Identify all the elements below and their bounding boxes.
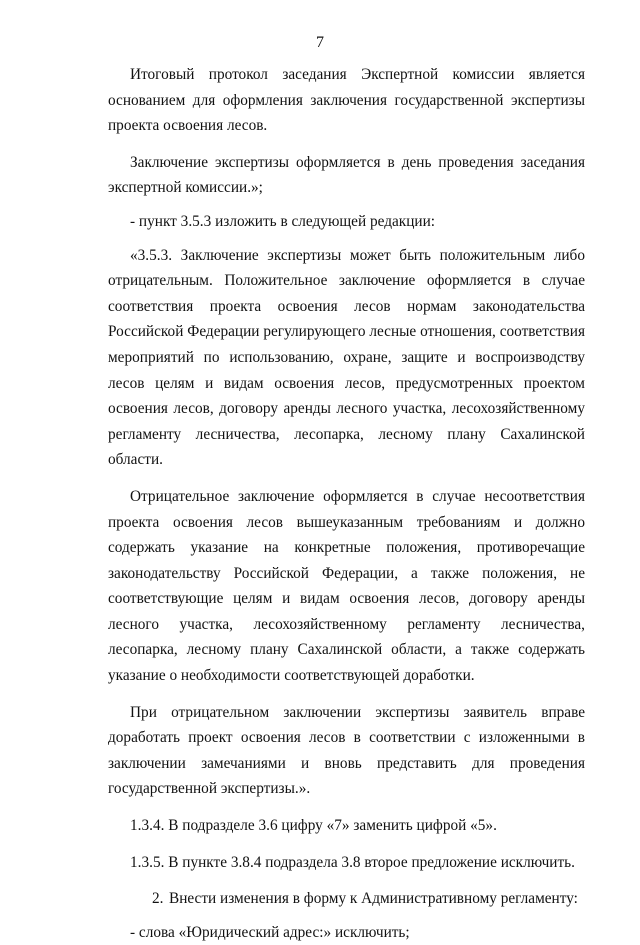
paragraph-conclusion-date: Заключение экспертизы оформляется в день проведения заседания экспертной комиссии.»; (108, 153, 585, 197)
page-number: 7 (316, 34, 324, 51)
item-2-number: 2. (152, 890, 164, 908)
paragraph-remove-legal-address: - слова «Юридический адрес:» исключить; (130, 923, 410, 941)
paragraph-clause-3-5-3: «3.5.3. Заключение экспертизы может быть положительным либо отрицательным. Положительное заключение оформляется в случае соответствия проекта освоения лесов нормам законодательства Российской Федерации регулирующего лесные отношения, соответствия мероприятий по использованию, охране, защите и воспроизводству лесов целям и видам освоения лесов, предусмотренных проектом освоения лесов, договору аренды лесного участка, лесохозяйственному регламенту лесничества, лесопарка, лесному плану Сахалинской области. (108, 246, 585, 469)
item-2-text: Внести изменения в форму к Административному регламенту: (169, 890, 578, 908)
paragraph-protocol: Итоговый протокол заседания Экспертной комиссии является основанием для оформления заключения государственной экспертизы проекта освоения лесов. (108, 66, 585, 135)
paragraph-item-1-3-5: 1.3.5. В пункте 3.8.4 подраздела 3.8 второе предложение исключить. (130, 853, 575, 871)
paragraph-item-2 (108, 886, 585, 912)
document-body (108, 62, 585, 945)
paragraph-clause-3-5-3-intro: - пункт 3.5.3 изложить в следующей редакции: (130, 212, 436, 230)
paragraph-item-1-3-4: 1.3.4. В подразделе 3.6 цифру «7» заменить цифрой «5». (130, 817, 497, 835)
paragraph-revision: При отрицательном заключении экспертизы заявитель вправе доработать проект освоения лесов в соответствии с изложенными в заключении замечаниями и вновь представить для проведения государственной экспертизы.». (108, 703, 585, 798)
paragraph-negative-conclusion: Отрицательное заключение оформляется в случае несоответствия проекта освоения лесов вышеуказанным требованиям и должно содержать указание на конкретные положения, противоречащие законодательству Российской Федерации, а также положения, не соответствующие целям и видам освоения лесов, договору аренды лесного участка, лесохозяйственному регламенту лесничества, лесопарка, лесному плану Сахалинской области, а также содержать указание о необходимости соответствующей доработки. (108, 487, 585, 685)
